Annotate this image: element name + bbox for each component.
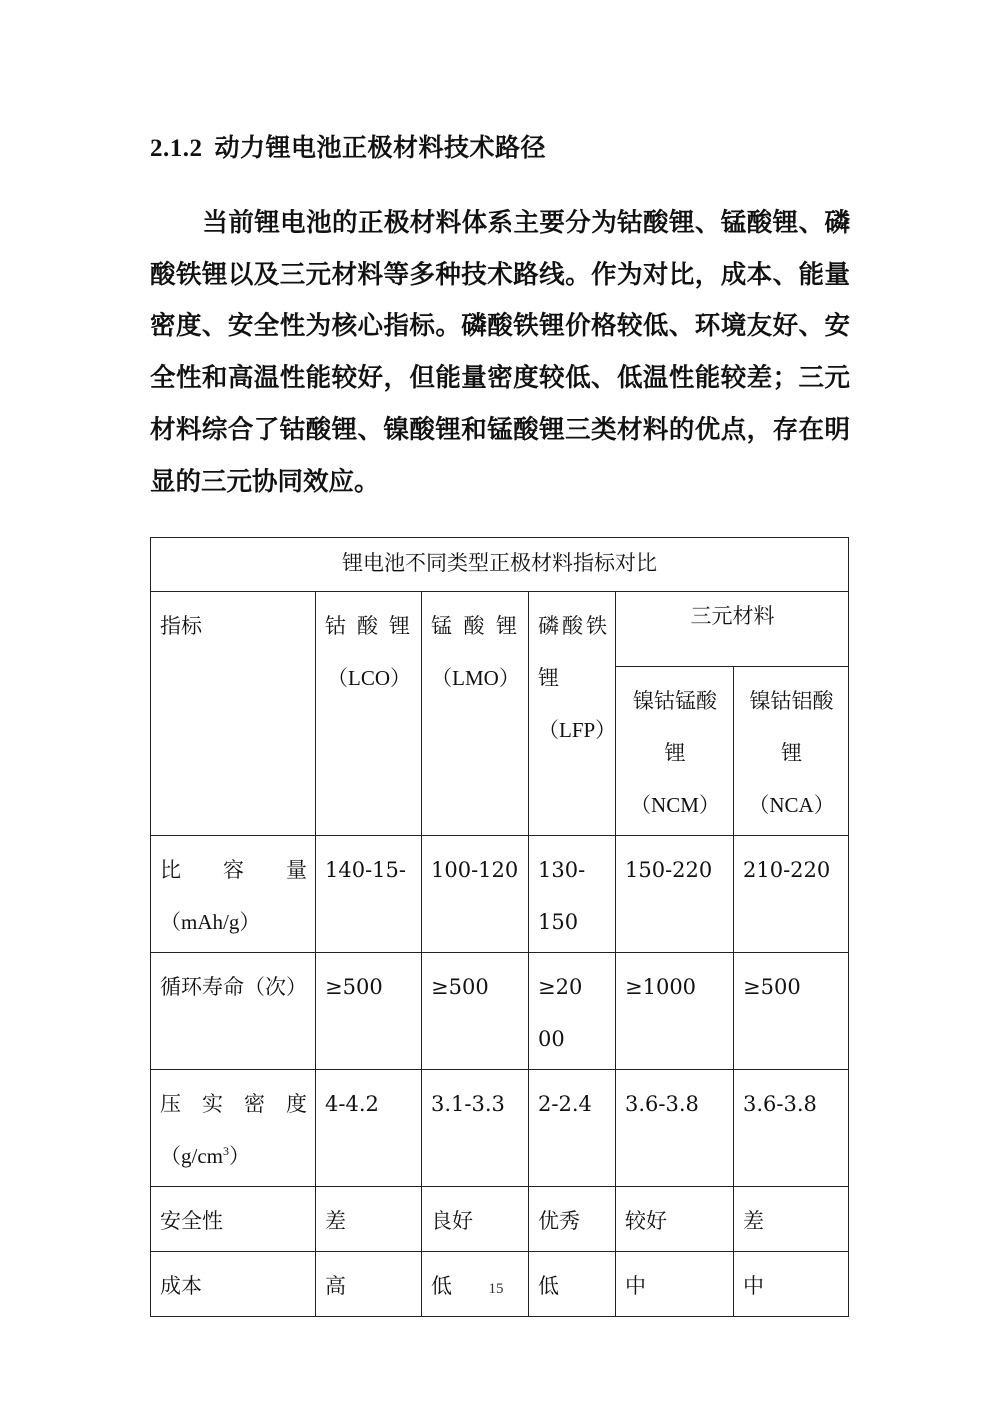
- cell-lmo: 100-120: [422, 836, 529, 953]
- cell-ncm: 中: [616, 1252, 734, 1317]
- section-number: 2.1.2: [150, 135, 203, 162]
- header-nca-name: 镍钴铝酸锂: [749, 689, 834, 765]
- header-lco-abbr: （LCO）: [327, 666, 411, 690]
- cell-ncm: 3.6-3.8: [616, 1070, 734, 1187]
- cell-lco: 140-15-: [316, 836, 422, 953]
- header-lco: [316, 592, 422, 836]
- table-row: [151, 953, 849, 1070]
- header-nca-abbr: （NCA）: [748, 793, 835, 817]
- cell-lmo: 低: [422, 1252, 529, 1317]
- header-ncm-name: 镍钴锰酸锂: [633, 689, 717, 765]
- cell-lfp: ≥2000: [529, 953, 616, 1070]
- header-lfp-abbr: （LFP）: [538, 718, 617, 742]
- header-ternary: 三元材料: [616, 592, 849, 667]
- header-lfp: [529, 592, 616, 836]
- table-caption: 锂电池不同类型正极材料指标对比: [151, 538, 849, 592]
- cell-lmo: 3.1-3.3: [422, 1070, 529, 1187]
- header-ncm-abbr: （NCM）: [630, 793, 720, 817]
- page-number: 15: [488, 1281, 504, 1297]
- cell-nca: 中: [734, 1252, 849, 1317]
- cell-ncm: 150-220: [616, 836, 734, 953]
- cell-lco: ≥500: [316, 953, 422, 1070]
- header-lmo-abbr: （LMO）: [431, 666, 520, 690]
- cell-ncm: ≥1000: [616, 953, 734, 1070]
- header-lco-name: 钴酸锂: [325, 614, 413, 638]
- header-ncm: [616, 667, 734, 836]
- cell-lco: 高: [316, 1252, 422, 1317]
- section-title: 动力锂电池正极材料技术路径: [214, 133, 547, 162]
- table-header-row: [151, 592, 849, 667]
- cell-lfp: 130-150: [529, 836, 616, 953]
- cell-lmo: ≥500: [422, 953, 529, 1070]
- cell-lco: 4-4.2: [316, 1070, 422, 1187]
- cell-nca: 3.6-3.8: [734, 1070, 849, 1187]
- table-row: [151, 1187, 849, 1252]
- table-row: [151, 1070, 849, 1187]
- cell-lfp: 2-2.4: [529, 1070, 616, 1187]
- header-indicator: 指标: [151, 592, 316, 836]
- table-row: [151, 836, 849, 953]
- row-label-capacity: 比容量 （mAh/g）: [151, 836, 316, 953]
- header-lmo: [422, 592, 529, 836]
- row-label-cost: 成本: [151, 1252, 316, 1317]
- section-heading: [150, 128, 546, 164]
- header-lfp-name: 磷酸铁锂: [538, 614, 607, 690]
- cell-lfp: 优秀: [529, 1187, 616, 1252]
- cell-ncm: 较好: [616, 1187, 734, 1252]
- body-paragraph-text: 当前锂电池的正极材料体系主要分为钴酸锂、锰酸锂、磷酸铁锂以及三元材料等多种技术路线。作为对比，成本、能量密度、安全性为核心指标。磷酸铁锂价格较低、环境友好、安全性和高温性能较好，但能量密度较低、低温性能较差；三元材料综合了钴酸锂、镍酸锂和锰酸锂三类材料的优点，存在明显的三元协同效应。: [150, 208, 850, 497]
- cell-lmo: 良好: [422, 1187, 529, 1252]
- header-lmo-name: 锰酸锂: [431, 614, 520, 638]
- row-label-safety: 安全性: [151, 1187, 316, 1252]
- cell-nca: 210-220: [734, 836, 849, 953]
- cell-lco: 差: [316, 1187, 422, 1252]
- header-nca: [734, 667, 849, 836]
- cell-nca: ≥500: [734, 953, 849, 1070]
- row-label-density: 压实密度 $(g/cm^3)$: [151, 1070, 316, 1187]
- cell-nca: 差: [734, 1187, 849, 1252]
- cell-lfp: 低: [529, 1252, 616, 1317]
- comparison-table: [150, 537, 849, 1317]
- row-label-cycle-life: 循环寿命（次）: [151, 953, 316, 1070]
- body-paragraph: [150, 198, 850, 508]
